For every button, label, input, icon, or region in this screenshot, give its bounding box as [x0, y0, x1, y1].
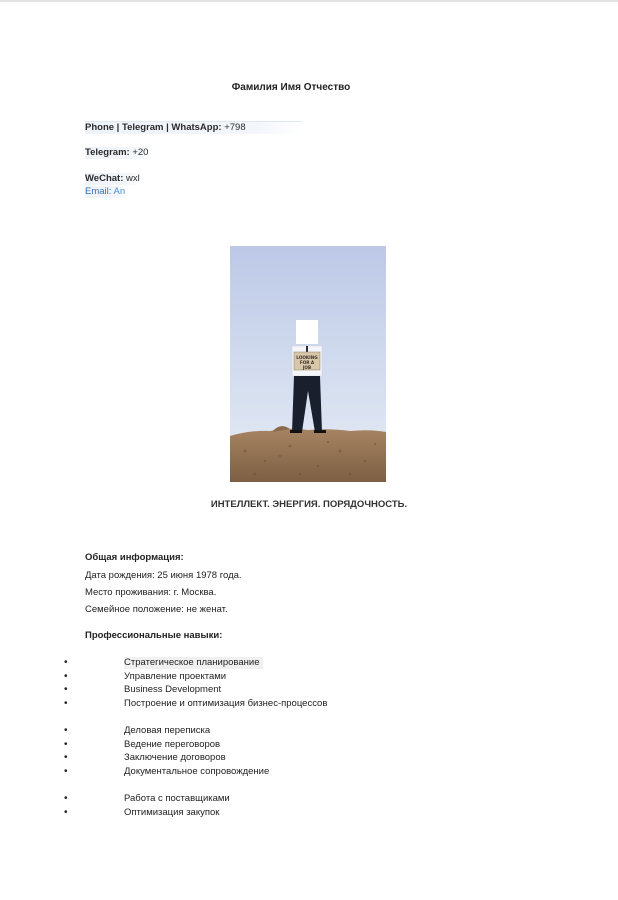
- skill-text: Стратегическое планирование: [124, 657, 263, 669]
- skill-text: Заключение договоров: [124, 752, 226, 763]
- bullet-icon: •: [64, 793, 68, 804]
- bullet-icon: •: [64, 657, 68, 668]
- skills-heading: Профессиональные навыки:: [85, 630, 223, 641]
- phone-value[interactable]: +798: [224, 122, 246, 133]
- phone-contact: [85, 121, 302, 134]
- skill-text: Оптимизация закупок: [124, 807, 220, 818]
- bullet-icon: •: [64, 698, 68, 709]
- telegram-contact: [85, 147, 150, 159]
- skill-text: Построение и оптимизация бизнес-процессов: [124, 698, 328, 709]
- email-contact: [85, 186, 127, 198]
- full-name-title: Фамилия Имя Отчество: [231, 82, 351, 93]
- wechat-value[interactable]: wxl: [126, 173, 140, 184]
- skill-text: Работа с поставщиками: [124, 793, 230, 804]
- phone-label: Phone | Telegram | WhatsApp:: [85, 122, 222, 133]
- bullet-icon: •: [64, 766, 68, 777]
- bullet-icon: •: [64, 684, 68, 695]
- skill-list-item: [0, 807, 618, 820]
- svg-text:LOOKING: LOOKING: [296, 355, 318, 360]
- telegram-value[interactable]: +20: [132, 147, 149, 158]
- family-status-line: Семейное положение: не женат.: [85, 604, 228, 615]
- bullet-icon: •: [64, 725, 68, 736]
- skill-text: Business Development: [124, 684, 222, 695]
- bullet-icon: •: [64, 807, 68, 818]
- skill-list-item: [0, 684, 618, 697]
- skill-text: Управление проектами: [124, 671, 227, 682]
- bullet-icon: •: [64, 739, 68, 750]
- skill-list-item: [0, 793, 618, 806]
- svg-text:JOB: JOB: [302, 365, 312, 370]
- bullet-icon: •: [64, 752, 68, 763]
- motto-heading: ИНТЕЛЛЕКТ. ЭНЕРГИЯ. ПОРЯДОЧНОСТЬ.: [210, 499, 408, 510]
- wechat-contact: [85, 173, 142, 185]
- email-link[interactable]: An: [113, 186, 126, 197]
- skill-text: Ведение переговоров: [124, 739, 221, 750]
- skill-list-item: [0, 698, 618, 711]
- profile-photo: [230, 246, 386, 482]
- skill-list-item: [0, 657, 618, 670]
- svg-text:FOR A: FOR A: [299, 360, 315, 365]
- residence-line: Место проживания: г. Москва.: [85, 587, 217, 598]
- general-info-heading: Общая информация:: [85, 552, 184, 563]
- skill-list-item: [0, 766, 618, 779]
- skill-list-item: [0, 671, 618, 684]
- email-label: Email:: [85, 186, 112, 197]
- telegram-label: Telegram:: [85, 147, 130, 158]
- skill-text: Деловая переписка: [124, 725, 211, 736]
- bullet-icon: •: [64, 671, 68, 682]
- skill-list-item: [0, 739, 618, 752]
- birth-date-line: Дата рождения: 25 июня 1978 года.: [85, 570, 242, 581]
- skill-list-item: [0, 752, 618, 765]
- skill-list-item: [0, 725, 618, 738]
- wechat-label: WeChat:: [85, 173, 124, 184]
- skill-text: Документальное сопровождение: [124, 766, 270, 777]
